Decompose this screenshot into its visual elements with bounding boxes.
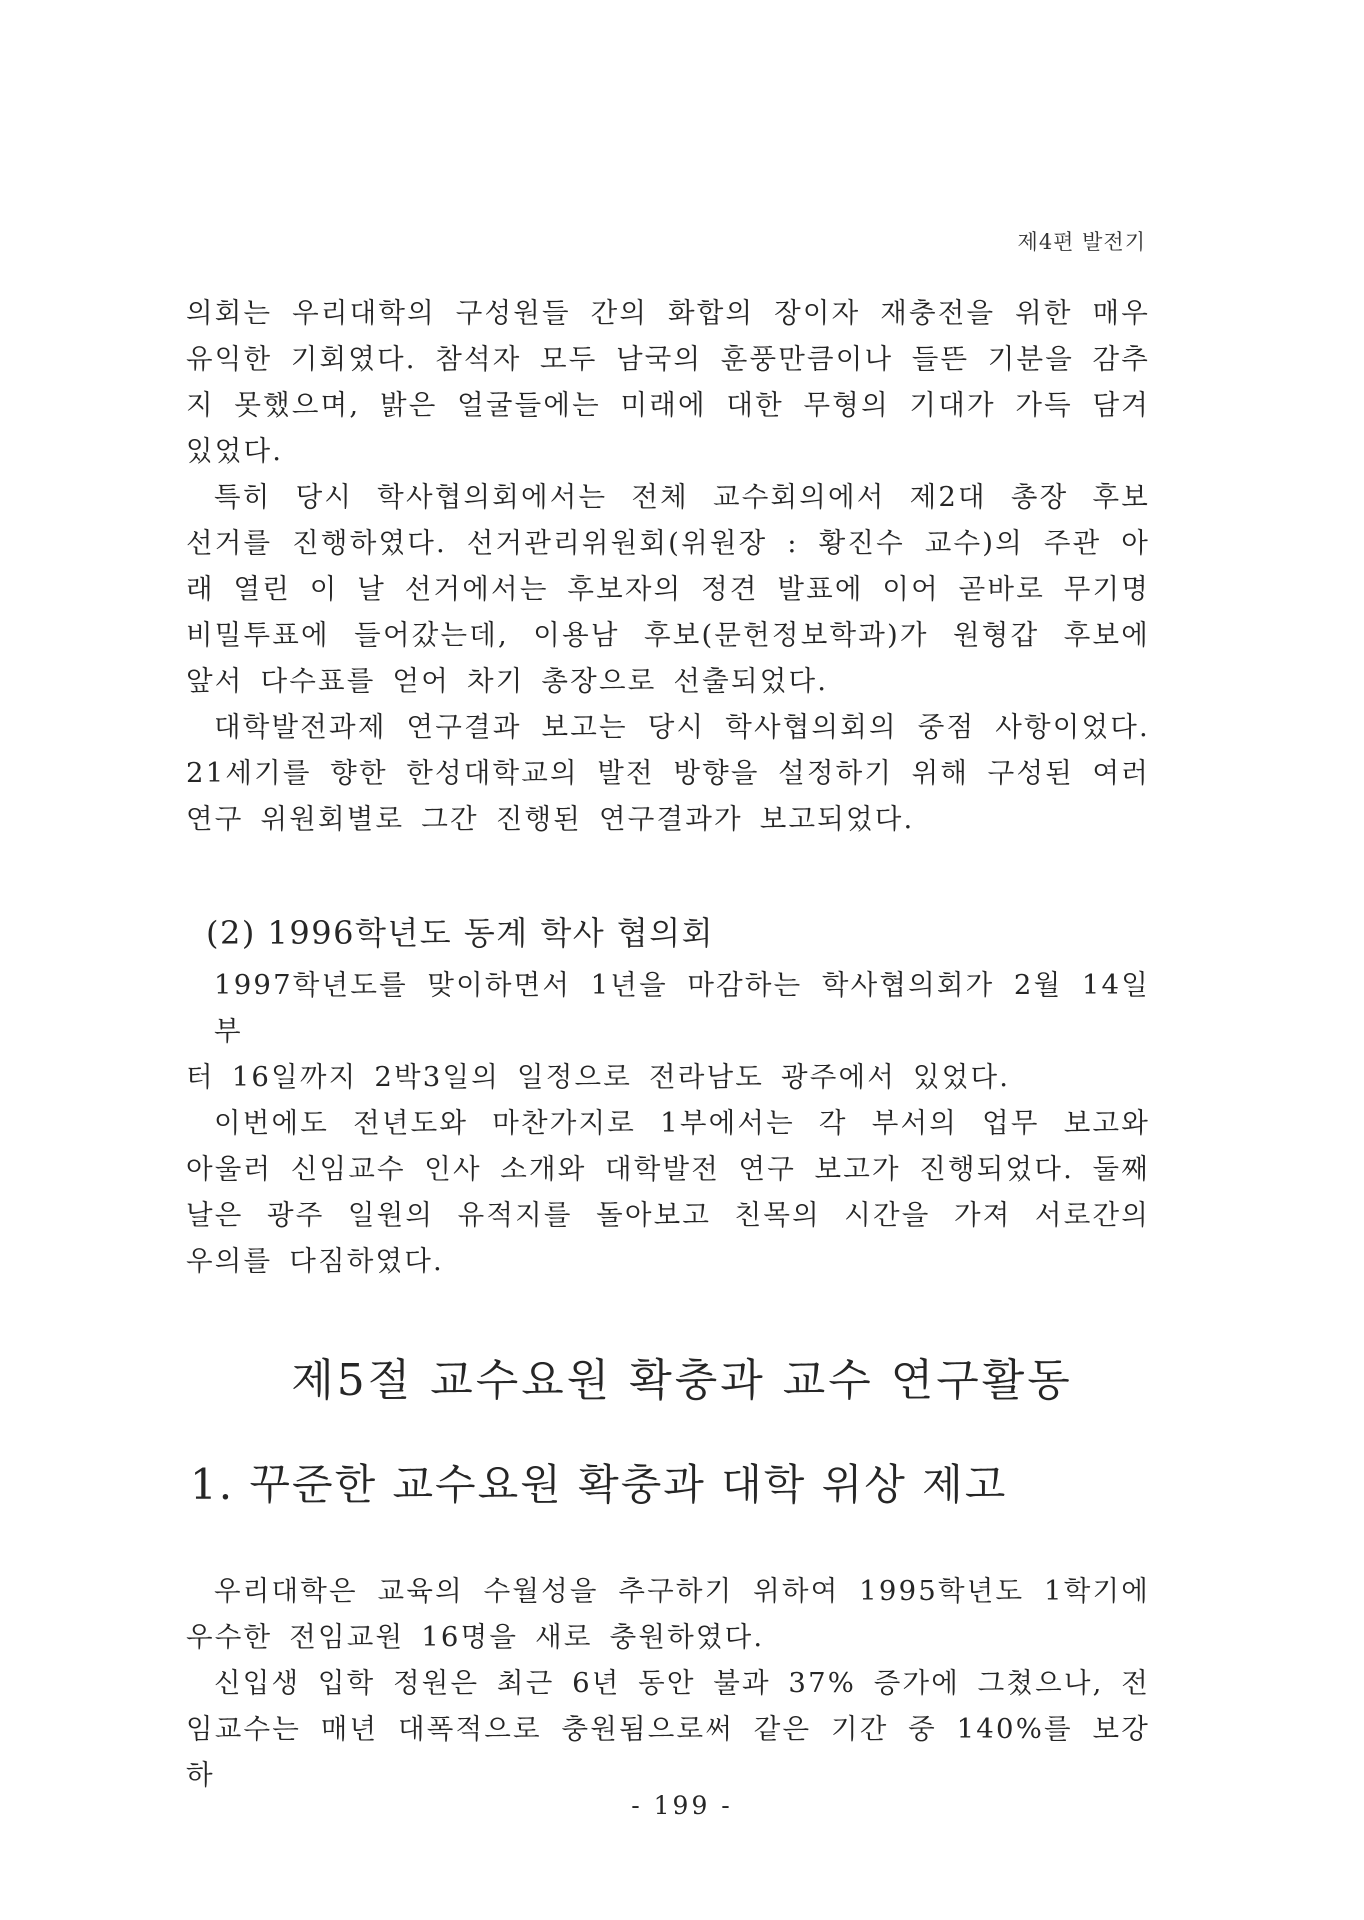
heading: 1. 꾸준한 교수요원 확충과 대학 위상 제고 [190, 1460, 1008, 1509]
text-line: 있었다. [186, 435, 284, 467]
text-line: 지 못했으며, 밝은 얼굴들에는 미래에 대한 무형의 기대가 가득 담겨 [186, 389, 1150, 421]
text-line: 이번에도 전년도와 마찬가지로 1부에서는 각 부서의 업무 보고와 [214, 1107, 1150, 1139]
text-line: 신입생 입학 정원은 최근 6년 동안 불과 37% 증가에 그쳤으나, 전 [214, 1667, 1150, 1699]
paragraph [186, 704, 1150, 842]
section-title: 제5절 교수요원 확충과 교수 연구활동 [291, 1355, 1073, 1406]
paragraph [186, 290, 1150, 474]
running-head: 제4편 발전기 [1017, 230, 1146, 254]
text-line: 앞서 다수표를 얻어 차기 총장으로 선출되었다. [186, 665, 829, 697]
subheading: (2) 1996학년도 동계 학사 협의회 [206, 914, 715, 952]
text-line: 특히 당시 학사협의회에서는 전체 교수회의에서 제2대 총장 후보 [214, 481, 1150, 513]
body-block-2 [186, 962, 1150, 1284]
paragraph [186, 1100, 1150, 1284]
text-line: 우리대학은 교육의 수월성을 추구하기 위하여 1995학년도 1학기에 [214, 1575, 1150, 1607]
text-line: 날은 광주 일원의 유적지를 돌아보고 친목의 시간을 가져 서로간의 [186, 1199, 1150, 1231]
text-line: 연구 위원회별로 그간 진행된 연구결과가 보고되었다. [186, 803, 915, 835]
text-line: 우수한 전임교원 16명을 새로 충원하였다. [186, 1621, 765, 1653]
body-block-3 [186, 1568, 1150, 1798]
text-line: 임교수는 매년 대폭적으로 충원됨으로써 같은 기간 중 140%를 보강하 [186, 1713, 1150, 1791]
paragraph [186, 1660, 1150, 1798]
text-line: 대학발전과제 연구결과 보고는 당시 학사협의회의 중점 사항이었다. [214, 711, 1150, 743]
paragraph [186, 474, 1150, 704]
text-line: 래 열린 이 날 선거에서는 후보자의 정견 발표에 이어 곧바로 무기명 [186, 573, 1150, 605]
text-line: 우의를 다짐하였다. [186, 1245, 445, 1277]
page-number: - 199 - [631, 1791, 733, 1820]
text-line: 1997학년도를 맞이하면서 1년을 마감하는 학사협의회가 2월 14일부 [214, 969, 1150, 1047]
body-block-1 [186, 290, 1150, 842]
text-line: 비밀투표에 들어갔는데, 이용남 후보(문헌정보학과)가 원형갑 후보에 [186, 619, 1150, 651]
text-line: 21세기를 향한 한성대학교의 발전 방향을 설정하기 위해 구성된 여러 [186, 757, 1150, 789]
paragraph [186, 1568, 1150, 1660]
paragraph [186, 962, 1150, 1100]
text-line: 터 16일까지 2박3일의 일정으로 전라남도 광주에서 있었다. [186, 1061, 1011, 1093]
text-line: 선거를 진행하였다. 선거관리위원회(위원장 : 황진수 교수)의 주관 아 [186, 527, 1150, 559]
text-line: 의회는 우리대학의 구성원들 간의 화합의 장이자 재충전을 위한 매우 [186, 297, 1150, 329]
text-line: 유익한 기회였다. 참석자 모두 남국의 훈풍만큼이나 들뜬 기분을 감추 [186, 343, 1150, 375]
text-line: 아울러 신임교수 인사 소개와 대학발전 연구 보고가 진행되었다. 둘째 [186, 1153, 1150, 1185]
